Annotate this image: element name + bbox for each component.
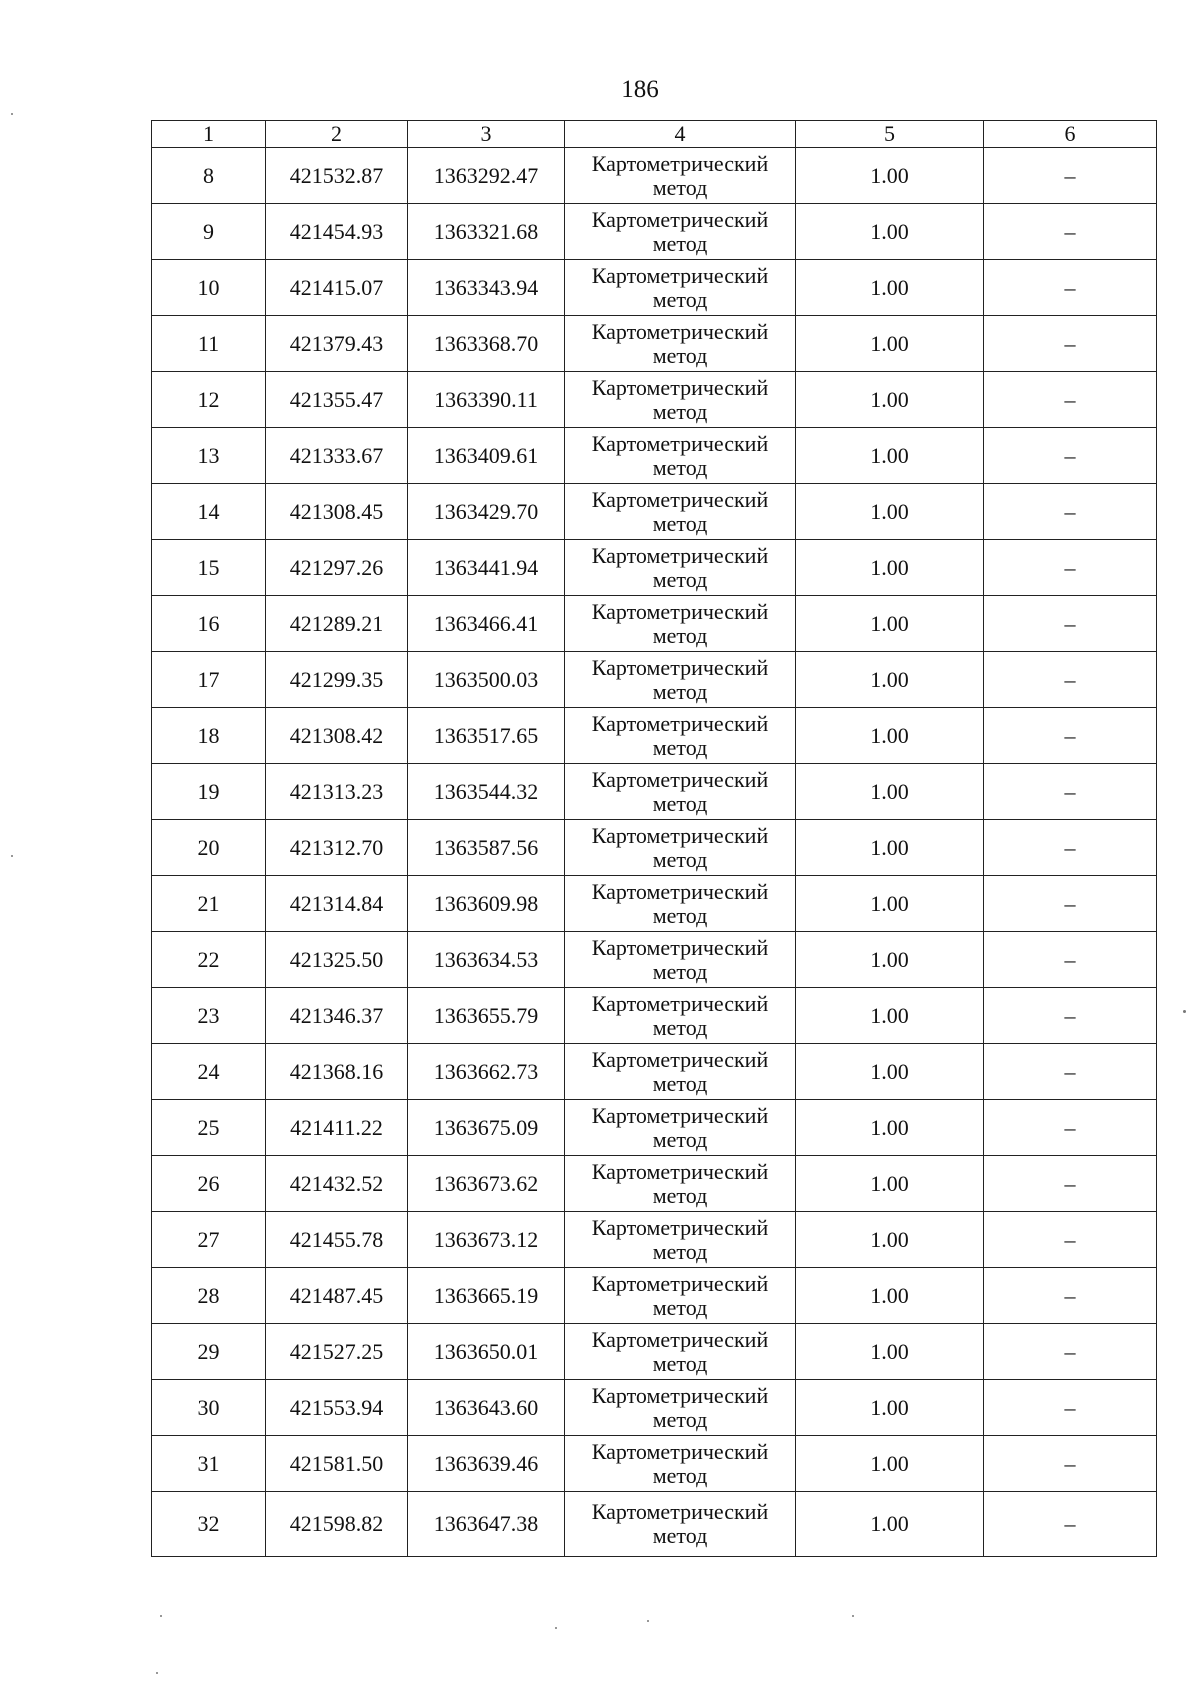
scan-speck [852, 1615, 854, 1617]
point-number-cell: 22 [152, 932, 266, 988]
point-number-cell: 25 [152, 1100, 266, 1156]
point-number-cell: 21 [152, 876, 266, 932]
point-number-cell: 8 [152, 148, 266, 204]
scan-speck [11, 855, 13, 857]
x-coordinate-cell: 421581.50 [266, 1436, 408, 1492]
scan-speck [555, 1627, 557, 1629]
table-row [152, 820, 1157, 876]
accuracy-cell: 1.00 [796, 764, 984, 820]
x-coordinate-cell: 421598.82 [266, 1492, 408, 1557]
table-row [152, 652, 1157, 708]
x-coordinate-cell: 421432.52 [266, 1156, 408, 1212]
point-number-cell: 13 [152, 428, 266, 484]
table-row [152, 932, 1157, 988]
y-coordinate-cell: 1363292.47 [408, 148, 565, 204]
column-header: 3 [408, 121, 565, 148]
accuracy-cell: 1.00 [796, 1324, 984, 1380]
point-number-cell: 15 [152, 540, 266, 596]
note-cell: – [984, 540, 1157, 596]
method-cell: Картометрический метод [565, 1380, 796, 1436]
accuracy-cell: 1.00 [796, 708, 984, 764]
x-coordinate-cell: 421308.42 [266, 708, 408, 764]
table-row [152, 1324, 1157, 1380]
page-number: 186 [621, 76, 659, 103]
table-row [152, 1436, 1157, 1492]
x-coordinate-cell: 421299.35 [266, 652, 408, 708]
method-cell: Картометрический метод [565, 764, 796, 820]
y-coordinate-cell: 1363643.60 [408, 1380, 565, 1436]
accuracy-cell: 1.00 [796, 988, 984, 1044]
note-cell: – [984, 260, 1157, 316]
method-cell: Картометрический метод [565, 1436, 796, 1492]
point-number-cell: 28 [152, 1268, 266, 1324]
note-cell: – [984, 484, 1157, 540]
method-cell: Картометрический метод [565, 484, 796, 540]
note-cell: – [984, 372, 1157, 428]
column-header: 5 [796, 121, 984, 148]
y-coordinate-cell: 1363368.70 [408, 316, 565, 372]
accuracy-cell: 1.00 [796, 428, 984, 484]
table-row [152, 1044, 1157, 1100]
y-coordinate-cell: 1363639.46 [408, 1436, 565, 1492]
point-number-cell: 32 [152, 1492, 266, 1557]
y-coordinate-cell: 1363321.68 [408, 204, 565, 260]
x-coordinate-cell: 421368.16 [266, 1044, 408, 1100]
x-coordinate-cell: 421313.23 [266, 764, 408, 820]
accuracy-cell: 1.00 [796, 372, 984, 428]
table-row [152, 1100, 1157, 1156]
point-number-cell: 11 [152, 316, 266, 372]
method-cell: Картометрический метод [565, 428, 796, 484]
x-coordinate-cell: 421553.94 [266, 1380, 408, 1436]
y-coordinate-cell: 1363466.41 [408, 596, 565, 652]
y-coordinate-cell: 1363634.53 [408, 932, 565, 988]
note-cell: – [984, 708, 1157, 764]
point-number-cell: 30 [152, 1380, 266, 1436]
y-coordinate-cell: 1363390.11 [408, 372, 565, 428]
x-coordinate-cell: 421314.84 [266, 876, 408, 932]
note-cell: – [984, 316, 1157, 372]
y-coordinate-cell: 1363673.62 [408, 1156, 565, 1212]
method-cell: Картометрический метод [565, 260, 796, 316]
accuracy-cell: 1.00 [796, 1492, 984, 1557]
table-row [152, 596, 1157, 652]
y-coordinate-cell: 1363655.79 [408, 988, 565, 1044]
column-header: 2 [266, 121, 408, 148]
y-coordinate-cell: 1363517.65 [408, 708, 565, 764]
y-coordinate-cell: 1363587.56 [408, 820, 565, 876]
y-coordinate-cell: 1363673.12 [408, 1212, 565, 1268]
note-cell: – [984, 820, 1157, 876]
method-cell: Картометрический метод [565, 204, 796, 260]
column-header: 4 [565, 121, 796, 148]
accuracy-cell: 1.00 [796, 876, 984, 932]
point-number-cell: 27 [152, 1212, 266, 1268]
table-row [152, 988, 1157, 1044]
note-cell: – [984, 764, 1157, 820]
method-cell: Картометрический метод [565, 1212, 796, 1268]
point-number-cell: 19 [152, 764, 266, 820]
method-cell: Картометрический метод [565, 876, 796, 932]
note-cell: – [984, 1268, 1157, 1324]
accuracy-cell: 1.00 [796, 1380, 984, 1436]
point-number-cell: 12 [152, 372, 266, 428]
y-coordinate-cell: 1363343.94 [408, 260, 565, 316]
accuracy-cell: 1.00 [796, 204, 984, 260]
note-cell: – [984, 1156, 1157, 1212]
point-number-cell: 23 [152, 988, 266, 1044]
note-cell: – [984, 1100, 1157, 1156]
point-number-cell: 24 [152, 1044, 266, 1100]
accuracy-cell: 1.00 [796, 260, 984, 316]
method-cell: Картометрический метод [565, 1324, 796, 1380]
method-cell: Картометрический метод [565, 988, 796, 1044]
table-row [152, 1156, 1157, 1212]
method-cell: Картометрический метод [565, 316, 796, 372]
note-cell: – [984, 652, 1157, 708]
x-coordinate-cell: 421312.70 [266, 820, 408, 876]
method-cell: Картометрический метод [565, 1100, 796, 1156]
table-row [152, 1268, 1157, 1324]
scan-speck [11, 113, 13, 115]
x-coordinate-cell: 421411.22 [266, 1100, 408, 1156]
note-cell: – [984, 1212, 1157, 1268]
method-cell: Картометрический метод [565, 596, 796, 652]
accuracy-cell: 1.00 [796, 1268, 984, 1324]
method-cell: Картометрический метод [565, 1156, 796, 1212]
y-coordinate-cell: 1363647.38 [408, 1492, 565, 1557]
method-cell: Картометрический метод [565, 820, 796, 876]
x-coordinate-cell: 421527.25 [266, 1324, 408, 1380]
point-number-cell: 10 [152, 260, 266, 316]
y-coordinate-cell: 1363429.70 [408, 484, 565, 540]
x-coordinate-cell: 421297.26 [266, 540, 408, 596]
method-cell: Картометрический метод [565, 1268, 796, 1324]
y-coordinate-cell: 1363544.32 [408, 764, 565, 820]
table-row [152, 148, 1157, 204]
method-cell: Картометрический метод [565, 372, 796, 428]
x-coordinate-cell: 421325.50 [266, 932, 408, 988]
y-coordinate-cell: 1363662.73 [408, 1044, 565, 1100]
point-number-cell: 18 [152, 708, 266, 764]
y-coordinate-cell: 1363441.94 [408, 540, 565, 596]
point-number-cell: 16 [152, 596, 266, 652]
method-cell: Картометрический метод [565, 932, 796, 988]
x-coordinate-cell: 421289.21 [266, 596, 408, 652]
method-cell: Картометрический метод [565, 1044, 796, 1100]
method-cell: Картометрический метод [565, 708, 796, 764]
table-row [152, 204, 1157, 260]
method-cell: Картометрический метод [565, 148, 796, 204]
note-cell: – [984, 1380, 1157, 1436]
scan-speck [160, 1615, 162, 1617]
point-number-cell: 29 [152, 1324, 266, 1380]
note-cell: – [984, 148, 1157, 204]
note-cell: – [984, 1492, 1157, 1557]
table-row [152, 428, 1157, 484]
accuracy-cell: 1.00 [796, 540, 984, 596]
accuracy-cell: 1.00 [796, 652, 984, 708]
point-number-cell: 9 [152, 204, 266, 260]
x-coordinate-cell: 421346.37 [266, 988, 408, 1044]
accuracy-cell: 1.00 [796, 820, 984, 876]
column-header: 6 [984, 121, 1157, 148]
y-coordinate-cell: 1363409.61 [408, 428, 565, 484]
y-coordinate-cell: 1363675.09 [408, 1100, 565, 1156]
accuracy-cell: 1.00 [796, 148, 984, 204]
x-coordinate-cell: 421487.45 [266, 1268, 408, 1324]
accuracy-cell: 1.00 [796, 484, 984, 540]
x-coordinate-cell: 421455.78 [266, 1212, 408, 1268]
y-coordinate-cell: 1363609.98 [408, 876, 565, 932]
table-body [152, 121, 1157, 1557]
x-coordinate-cell: 421532.87 [266, 148, 408, 204]
point-number-cell: 26 [152, 1156, 266, 1212]
accuracy-cell: 1.00 [796, 596, 984, 652]
table-row [152, 876, 1157, 932]
note-cell: – [984, 876, 1157, 932]
point-number-cell: 17 [152, 652, 266, 708]
table-row [152, 540, 1157, 596]
accuracy-cell: 1.00 [796, 316, 984, 372]
scan-speck [1183, 1010, 1186, 1013]
table-row [152, 1212, 1157, 1268]
note-cell: – [984, 596, 1157, 652]
note-cell: – [984, 1436, 1157, 1492]
accuracy-cell: 1.00 [796, 932, 984, 988]
y-coordinate-cell: 1363650.01 [408, 1324, 565, 1380]
y-coordinate-cell: 1363500.03 [408, 652, 565, 708]
note-cell: – [984, 1324, 1157, 1380]
scan-speck [647, 1620, 649, 1622]
table-row [152, 372, 1157, 428]
accuracy-cell: 1.00 [796, 1212, 984, 1268]
method-cell: Картометрический метод [565, 1492, 796, 1557]
x-coordinate-cell: 421379.43 [266, 316, 408, 372]
note-cell: – [984, 988, 1157, 1044]
accuracy-cell: 1.00 [796, 1436, 984, 1492]
note-cell: – [984, 428, 1157, 484]
scan-speck [156, 1672, 158, 1674]
coordinates-table [151, 120, 1157, 1557]
accuracy-cell: 1.00 [796, 1156, 984, 1212]
table-row [152, 708, 1157, 764]
table-header-row [152, 121, 1157, 148]
method-cell: Картометрический метод [565, 652, 796, 708]
point-number-cell: 31 [152, 1436, 266, 1492]
table-row [152, 764, 1157, 820]
accuracy-cell: 1.00 [796, 1044, 984, 1100]
note-cell: – [984, 204, 1157, 260]
x-coordinate-cell: 421308.45 [266, 484, 408, 540]
column-header: 1 [152, 121, 266, 148]
point-number-cell: 20 [152, 820, 266, 876]
point-number-cell: 14 [152, 484, 266, 540]
table-row [152, 316, 1157, 372]
table-row [152, 484, 1157, 540]
x-coordinate-cell: 421454.93 [266, 204, 408, 260]
table-row [152, 1380, 1157, 1436]
x-coordinate-cell: 421333.67 [266, 428, 408, 484]
table-row [152, 260, 1157, 316]
note-cell: – [984, 1044, 1157, 1100]
table-row [152, 1492, 1157, 1557]
accuracy-cell: 1.00 [796, 1100, 984, 1156]
note-cell: – [984, 932, 1157, 988]
x-coordinate-cell: 421355.47 [266, 372, 408, 428]
y-coordinate-cell: 1363665.19 [408, 1268, 565, 1324]
x-coordinate-cell: 421415.07 [266, 260, 408, 316]
method-cell: Картометрический метод [565, 540, 796, 596]
